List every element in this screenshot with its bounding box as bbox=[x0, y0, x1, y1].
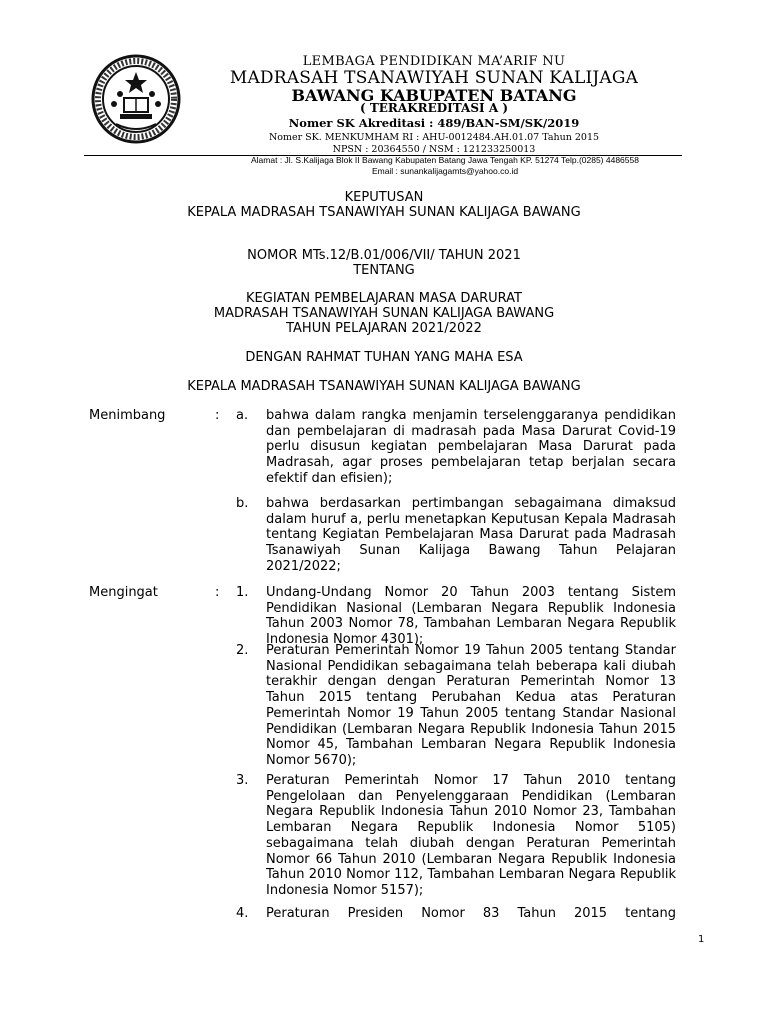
accreditation-status: ( TERAKREDITASI A ) bbox=[360, 101, 508, 115]
decree-subject-2: MADRASAH TSANAWIYAH SUNAN KALIJAGA BAWANG bbox=[213, 306, 555, 321]
mengingat-colon: : bbox=[215, 585, 220, 600]
page-number: 1 bbox=[698, 934, 705, 945]
foundation-name: LEMBAGA PENDIDIKAN MA’ARIF NU bbox=[302, 54, 566, 69]
item-marker: 2. bbox=[236, 643, 249, 658]
mengingat-item-2 bbox=[236, 643, 681, 769]
school-location: BAWANG KABUPATEN BATANG bbox=[291, 86, 577, 105]
item-marker: 3. bbox=[236, 773, 249, 788]
item-marker: 4. bbox=[236, 906, 249, 921]
item-marker: 1. bbox=[236, 585, 249, 600]
decree-tentang: TENTANG bbox=[353, 263, 415, 278]
mengingat-item-4 bbox=[236, 906, 681, 922]
issuer-line: KEPALA MADRASAH TSANAWIYAH SUNAN KALIJAGA BAWANG bbox=[187, 379, 581, 394]
school-name: MADRASAH TSANAWIYAH SUNAN KALIJAGA bbox=[229, 68, 639, 88]
menimbang-label: Menimbang bbox=[89, 408, 166, 423]
npsn-nsm: NPSN : 20364550 / NSM : 121233250013 bbox=[332, 144, 536, 155]
item-text: Peraturan Presiden Nomor 83 Tahun 2015 tentang bbox=[266, 906, 676, 921]
menimbang-item-a bbox=[236, 408, 681, 487]
mengingat-item-1 bbox=[236, 585, 681, 648]
school-address: Alamat : Jl. S.Kalijaga Blok II Bawang Kabupaten Batang Jawa Tengah KP. 51274 Telp.(0285) 4486558 bbox=[251, 155, 639, 165]
item-text: bahwa berdasarkan pertimbangan sebagaimana dimaksud dalam huruf a, perlu menetapkan Keputusan Kepala Madrasah tentang Kegiatan Pembelajaran Masa Darurat pada Madrasah Tsanawiyah Sunan Kalijaga Bawang Tahun Pelajaran 2021/2022; bbox=[266, 496, 676, 574]
school-email: Email : sunankalijagamts@yahoo.co.id bbox=[371, 166, 519, 176]
item-marker: b. bbox=[236, 496, 249, 511]
decree-subject-1: KEGIATAN PEMBELAJARAN MASA DARURAT bbox=[246, 291, 522, 306]
letterhead bbox=[0, 0, 768, 180]
school-logo bbox=[84, 54, 188, 144]
accreditation-number: Nomer SK Akreditasi : 489/BAN-SM/SK/2019 bbox=[288, 116, 580, 130]
decree-number: NOMOR MTs.12/B.01/006/VII/ TAHUN 2021 bbox=[247, 248, 521, 263]
menimbang-item-b bbox=[236, 496, 681, 575]
item-text: Undang-Undang Nomor 20 Tahun 2003 tentang Sistem Pendidikan Nasional (Lembaran Negara Republik Indonesia Tahun 2003 Nomor 78, Tambahan Lembaran Negara Republik Indonesia Nomor 4301); bbox=[266, 585, 676, 648]
decree-heading: KEPUTUSAN bbox=[344, 190, 424, 205]
menimbang-colon: : bbox=[215, 408, 220, 423]
menkumham-number: Nomer SK. MENKUMHAM RI : AHU-0012484.AH.01.07 Tahun 2015 bbox=[268, 132, 600, 143]
mengingat-item-3 bbox=[236, 773, 681, 899]
item-text: bahwa dalam rangka menjamin terselenggaranya pendidikan dan pembelajaran di madrasah pada Masa Darurat Covid-19 perlu disusun kegiatan pembelajaran Masa Darurat pada Madrasah, agar proses pembelajaran tetap berjalan secara efektif dan efisien); bbox=[266, 408, 676, 486]
decree-subject-3: TAHUN PELAJARAN 2021/2022 bbox=[286, 321, 482, 336]
rahmat-line: DENGAN RAHMAT TUHAN YANG MAHA ESA bbox=[245, 350, 523, 365]
mengingat-label: Mengingat bbox=[89, 585, 158, 600]
item-text: Peraturan Pemerintah Nomor 19 Tahun 2005 tentang Standar Nasional Pendidikan sebagaimana telah beberapa kali diubah terakhir dengan dengan Peraturan Pemerintah Nomor 13 Tahun 2015 tentang Perubahan Kedua atas Peraturan Pemerintah Nomor 19 Tahun 2005 tentang Standar Nasional Pendidikan (Lembaran Negara Republik Indonesia Tahun 2015 Nomor 45, Tambahan Lembaran Negara Republik Indonesia Nomor 5670); bbox=[266, 643, 676, 768]
item-marker: a. bbox=[236, 408, 249, 423]
decree-issuer: KEPALA MADRASAH TSANAWIYAH SUNAN KALIJAGA BAWANG bbox=[187, 205, 581, 220]
item-text: Peraturan Pemerintah Nomor 17 Tahun 2010 tentang Pengelolaan dan Penyelenggaraan Pendidikan (Lembaran Negara Republik Indonesia Tahun 2010 Nomor 23, Tambahan Lembaran Negara Republik Indonesia Nomor 5105) sebagaimana telah diubah dengan Peraturan Pemerintah Nomor 66 Tahun 2010 (Lembaran Negara Republik Indonesia Tahun 2010 Nomor 112, Tambahan Lembaran Negara Republik Indonesia Nomor 5157); bbox=[266, 773, 676, 898]
